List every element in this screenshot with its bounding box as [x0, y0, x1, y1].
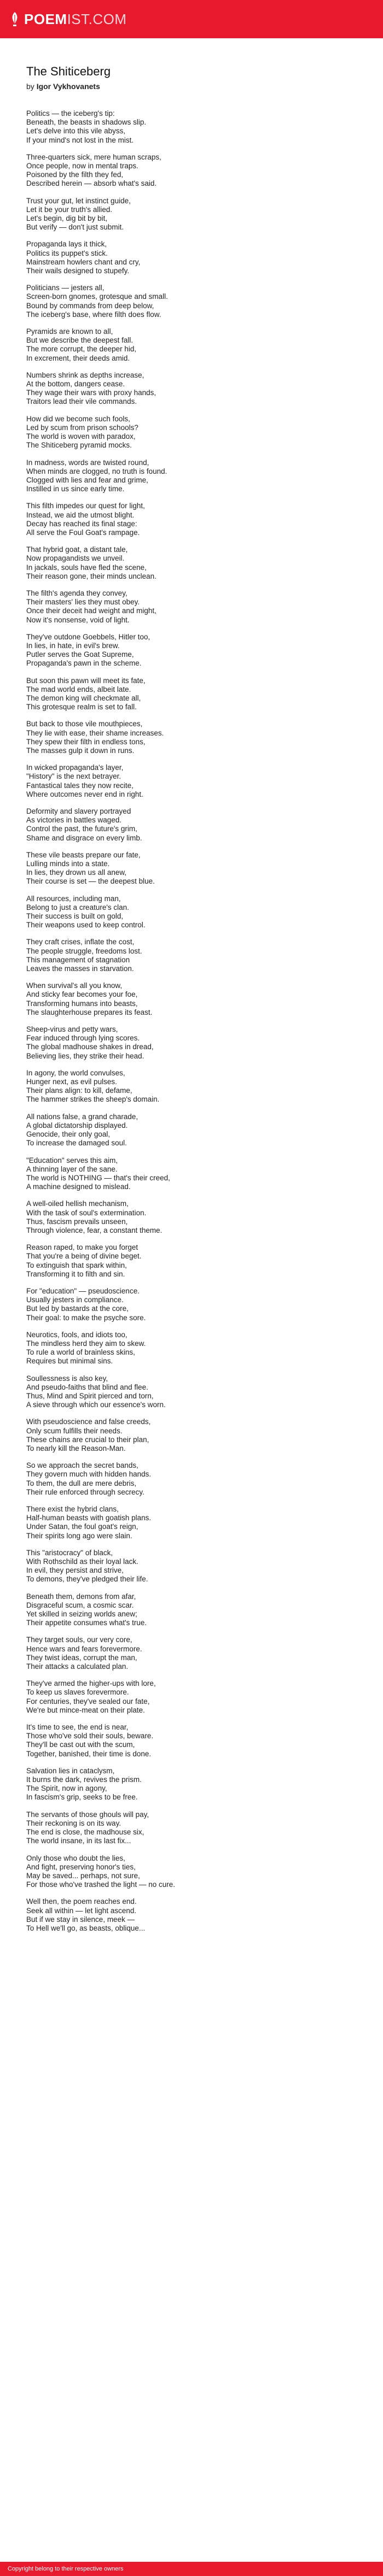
- poem-line: To extinguish that spark within,: [26, 1261, 127, 1269]
- poem-line: Once their deceit had weight and might,: [26, 607, 156, 615]
- poem-content: [0, 38, 383, 1933]
- poem-line: With Rothschild as their loyal lack.: [26, 1557, 138, 1566]
- poem-line: In evil, they persist and strive,: [26, 1566, 124, 1575]
- poem-line: Their success is built on gold,: [26, 912, 124, 921]
- poem-line: Their wails designed to stupefy.: [26, 267, 130, 275]
- stanza: [26, 1025, 357, 1061]
- poem-line: All serve the Foul Goat's rampage.: [26, 528, 140, 537]
- poem-line: Decay has reached its final stage:: [26, 519, 137, 528]
- poem-line: In agony, the world convulses,: [26, 1068, 125, 1077]
- poem-line: They twist ideas, corrupt the man,: [26, 1653, 137, 1662]
- poem-line: Thus, Mind and Spirit pierced and torn,: [26, 1391, 154, 1400]
- poem-line: Instead, we aid the utmost blight.: [26, 510, 135, 519]
- poem-line: But verify — don't just submit.: [26, 223, 124, 232]
- stanza: [26, 981, 357, 1017]
- poem-line: In lies, in hate, in evil's brew.: [26, 641, 120, 650]
- stanza: [26, 240, 357, 275]
- poem-line: Instilled in us since early time.: [26, 485, 125, 493]
- poem-line: And sticky fear becomes your foe,: [26, 990, 138, 999]
- stanza: [26, 1592, 357, 1628]
- poem-line: They craft crises, inflate the cost,: [26, 938, 135, 946]
- stanza: [26, 1461, 357, 1497]
- poem-line: But back to those vile mouthpieces,: [26, 720, 143, 728]
- stanza: [26, 1810, 357, 1846]
- poem-line: Transforming it to filth and sin.: [26, 1269, 125, 1278]
- poem-line: Together, banished, their time is done.: [26, 1749, 152, 1758]
- poem-line: Putler serves the Goat Supreme,: [26, 650, 134, 659]
- stanza: [26, 1636, 357, 1671]
- poem-line: In madness, words are twisted round,: [26, 458, 149, 467]
- poem-line: This filth impedes our quest for light,: [26, 502, 145, 510]
- poem-line: Deformity and slavery portrayed: [26, 807, 131, 815]
- stanza: [26, 1897, 357, 1933]
- stanza: [26, 415, 357, 450]
- poem-line: Only those who doubt the lies,: [26, 1854, 125, 1862]
- poem-line: This grotesque realm is set to fall.: [26, 703, 137, 711]
- poem-line: Led by scum from prison schools?: [26, 423, 138, 432]
- poem-line: Their goal: to make the psyche sore.: [26, 1313, 146, 1322]
- poem-line: In wicked propaganda's layer,: [26, 763, 124, 772]
- stanza: [26, 1418, 357, 1453]
- poem-line: At the bottom, dangers cease.: [26, 380, 125, 389]
- stanza: [26, 589, 357, 625]
- poem-line: In excrement, their deeds amid.: [26, 354, 130, 362]
- site-logo[interactable]: [9, 11, 127, 28]
- poem-line: Mainstream howlers chant and cry,: [26, 257, 141, 266]
- poem-line: Politics — the iceberg's tip:: [26, 109, 115, 117]
- poem-line: In lies, they drown us all anew,: [26, 868, 127, 877]
- poem-line: For those who've trashed the light — no cure.: [26, 1880, 175, 1889]
- stanza: [26, 1505, 357, 1540]
- poem-line: To keep us slaves forevermore.: [26, 1688, 129, 1697]
- poem-line: A well-oiled hellish mechanism,: [26, 1199, 129, 1208]
- poem-line: The masses gulp it down in runs.: [26, 746, 135, 755]
- poem-line: Fear induced through lying scores.: [26, 1034, 140, 1043]
- stanza: [26, 1287, 357, 1322]
- poem-line: So we approach the secret bands,: [26, 1461, 138, 1470]
- poem-line: To nearly kill the Reason-Man.: [26, 1444, 126, 1452]
- poem-line: Leaves the masses in starvation.: [26, 964, 134, 973]
- stanza: [26, 1199, 357, 1235]
- stanza: [26, 284, 357, 319]
- poem-line: They wage their wars with proxy hands,: [26, 389, 156, 397]
- poem-line: Their weapons used to keep control.: [26, 921, 146, 930]
- stanza: [26, 197, 357, 232]
- stanza: [26, 327, 357, 363]
- poem-body: [26, 109, 357, 1933]
- poem-line: With pseudoscience and false creeds,: [26, 1418, 151, 1426]
- poem-line: The mindless herd they aim to skew.: [26, 1339, 146, 1348]
- stanza: [26, 1113, 357, 1148]
- stanza: [26, 938, 357, 973]
- poem-line: That hybrid goat, a distant tale,: [26, 545, 128, 554]
- stanza: [26, 895, 357, 930]
- poem-line: To rule a world of brainless skins,: [26, 1348, 135, 1357]
- poem-line: Usually jesters in compliance.: [26, 1296, 124, 1304]
- poem-line: The world is NOTHING — that's their creed,: [26, 1173, 170, 1182]
- stanza: [26, 1854, 357, 1890]
- poem-line: These vile beasts prepare our fate,: [26, 850, 141, 859]
- poem-line: Under Satan, the foul goat's reign,: [26, 1522, 138, 1531]
- poem-line: Sheep-virus and petty wars,: [26, 1025, 118, 1034]
- poem-line: May be saved... perhaps, not sure,: [26, 1871, 140, 1880]
- poem-line: The iceberg's base, where filth does flow.: [26, 310, 161, 319]
- stanza: [26, 371, 357, 407]
- poem-line: Propaganda lays it thick,: [26, 240, 107, 249]
- poem-line: Let it be your truth's allied.: [26, 205, 113, 214]
- poem-line: Now it's nonsense, void of light.: [26, 615, 130, 624]
- poem-line: For "education" — pseudoscience.: [26, 1286, 140, 1295]
- poem-line: Let's begin, dig bit by bit,: [26, 214, 108, 223]
- stanza: [26, 1374, 357, 1410]
- poem-line: To increase the damaged soul.: [26, 1139, 127, 1148]
- poem-line: Beneath them, demons from afar,: [26, 1592, 136, 1601]
- stanza: [26, 1679, 357, 1715]
- poem-byline: [26, 82, 357, 91]
- stanza: [26, 109, 357, 145]
- poem-line: Through violence, fear, a constant theme.: [26, 1226, 163, 1234]
- poem-line: They'll be cast out with the scum,: [26, 1740, 135, 1749]
- poem-line: Requires but minimal sins.: [26, 1357, 113, 1366]
- poem-line: Screen-born gnomes, grotesque and small.: [26, 292, 168, 301]
- poem-line: Disgraceful scum, a cosmic scar.: [26, 1601, 134, 1609]
- poem-line: And pseudo-faiths that blind and flee.: [26, 1383, 148, 1391]
- poem-line: Half-human beasts with goatish plans.: [26, 1514, 152, 1522]
- poem-line: They've outdone Goebbels, Hitler too,: [26, 632, 150, 641]
- poem-line: Shame and disgrace on every limb.: [26, 833, 142, 842]
- stanza: [26, 1549, 357, 1584]
- poem-line: But we describe the deepest fall.: [26, 336, 134, 345]
- logo-main: POEM: [24, 10, 67, 27]
- poem-line: Their course is set — the deepest blue.: [26, 877, 155, 886]
- poem-line: All resources, including man,: [26, 894, 121, 903]
- logo-text: [24, 11, 127, 28]
- logo-suffix: IST.COM: [67, 10, 127, 27]
- stanza: [26, 1331, 357, 1366]
- poem-line: This "aristocracy" of black,: [26, 1548, 113, 1557]
- poem-line: Genocide, their only goal,: [26, 1130, 111, 1139]
- poem-line: The world is woven with paradox,: [26, 432, 136, 441]
- poem-line: Beneath, the beasts in shadows slip.: [26, 118, 147, 127]
- poem-line: The Spirit, now in agony,: [26, 1784, 107, 1793]
- poem-line: Their masters' lies they must obey.: [26, 598, 140, 607]
- poem-line: They spew their filth in endless tons,: [26, 737, 146, 746]
- poem-line: A global dictatorship displayed.: [26, 1121, 128, 1130]
- poem-line: But led by bastards at the core,: [26, 1304, 129, 1313]
- poem-line: They've armed the higher-ups with lore,: [26, 1679, 156, 1688]
- poem-line: Traitors lead their vile commands.: [26, 397, 137, 406]
- poem-line: But if we stay in silence, meek —: [26, 1915, 135, 1924]
- poem-line: With the task of soul's extermination.: [26, 1208, 147, 1217]
- poem-line: Their rule enforced through secrecy.: [26, 1487, 144, 1496]
- poem-line: And fight, preserving honor's ties,: [26, 1862, 136, 1871]
- stanza: [26, 677, 357, 712]
- poem-line: Those who've sold their souls, beware.: [26, 1732, 154, 1740]
- poem-line: All nations false, a grand charade,: [26, 1112, 138, 1121]
- poem-line: Yet skilled in seizing worlds anew;: [26, 1610, 137, 1619]
- stanza: [26, 763, 357, 799]
- poem-line: To demons, they've pledged their life.: [26, 1575, 148, 1584]
- poem-line: A thinning layer of the sane.: [26, 1165, 118, 1173]
- poem-line: The people struggle, freedoms lost.: [26, 946, 142, 955]
- poem-line: Their appetite consumes what's true.: [26, 1619, 147, 1627]
- quill-pen-icon: [9, 11, 21, 27]
- poem-line: Poisoned by the filth they fed,: [26, 170, 124, 179]
- poem-line: They lie with ease, their shame increases.: [26, 728, 164, 737]
- stanza: [26, 545, 357, 581]
- poem-line: Belong to just a creature's clan.: [26, 903, 129, 911]
- stanza: [26, 851, 357, 886]
- poem-line: For centuries, they've sealed our fate,: [26, 1697, 150, 1705]
- poem-line: A machine designed to mislead.: [26, 1183, 131, 1191]
- poem-line: We're but mince-meat on their plate.: [26, 1705, 145, 1714]
- poem-line: To them, the dull are mere debris,: [26, 1479, 137, 1487]
- stanza: [26, 720, 357, 755]
- stanza: [26, 633, 357, 668]
- poem-line: Their plans align: to kill, defame,: [26, 1086, 132, 1095]
- poem-line: Now propagandists we unveil.: [26, 554, 125, 563]
- stanza: [26, 1069, 357, 1104]
- poem-line: It burns the dark, revives the prism.: [26, 1775, 142, 1784]
- poem-line: Control the past, the future's grim,: [26, 825, 137, 833]
- stanza: [26, 502, 357, 537]
- stanza: [26, 1243, 357, 1279]
- poem-line: The slaughterhouse prepares its feast.: [26, 1008, 153, 1016]
- stanza: [26, 153, 357, 189]
- author-link[interactable]: Igor Vykhovanets: [36, 82, 100, 91]
- poem-line: Once people, now in mental traps.: [26, 162, 138, 170]
- poem-line: Only scum fulfills their needs.: [26, 1426, 123, 1435]
- poem-line: When minds are clogged, no truth is found.: [26, 467, 167, 475]
- poem-line: The more corrupt, the deeper hid,: [26, 345, 137, 354]
- poem-line: Fantastical tales they now recite,: [26, 781, 134, 790]
- poem-line: Hence wars and fears forevermore.: [26, 1644, 142, 1653]
- poem-line: Hunger next, as evil pulses.: [26, 1078, 117, 1086]
- poem-line: They target souls, our very core,: [26, 1636, 132, 1644]
- poem-line: In jackals, souls have fled the scene,: [26, 563, 147, 572]
- poem-line: Seek all within — let light ascend.: [26, 1906, 137, 1915]
- poem-line: Their spirits long ago were slain.: [26, 1531, 132, 1540]
- poem-line: It's time to see, the end is near,: [26, 1723, 129, 1732]
- poem-line: Bound by commands from deep below,: [26, 301, 154, 310]
- poem-line: In fascism's grip, seeks to be free.: [26, 1793, 138, 1802]
- poem-line: Numbers shrink as depths increase,: [26, 370, 144, 379]
- by-label: by: [26, 82, 34, 91]
- site-footer: [0, 2562, 383, 2576]
- poem-line: Their attacks a calculated plan.: [26, 1662, 129, 1671]
- poem-line: Where outcomes never end in right.: [26, 790, 143, 798]
- poem-line: But soon this pawn will meet its fate,: [26, 676, 146, 685]
- poem-line: Believing lies, they strike their head.: [26, 1051, 144, 1060]
- poem-line: Described herein — absorb what's said.: [26, 179, 157, 188]
- poem-line: Reason raped, to make you forget: [26, 1243, 138, 1252]
- stanza: [26, 458, 357, 494]
- poem-line: Soullessness is also key,: [26, 1374, 108, 1383]
- poem-line: As victories in battles waged.: [26, 816, 122, 825]
- poem-line: The mad world ends, albeit late.: [26, 685, 131, 693]
- poem-line: Politics its puppet's stick.: [26, 249, 108, 257]
- poem-line: Clogged with lies and fear and grime,: [26, 475, 148, 484]
- poem-line: Well then, the poem reaches end.: [26, 1897, 137, 1906]
- poem-line: Neurotics, fools, and idiots too,: [26, 1330, 127, 1339]
- poem-line: Their reckoning is on its way.: [26, 1819, 121, 1827]
- poem-line: This management of stagnation: [26, 955, 130, 964]
- poem-line: The global madhouse shakes in dread,: [26, 1043, 154, 1051]
- poem-line: The Shiticeberg pyramid mocks.: [26, 441, 132, 450]
- poem-line: There exist the hybrid clans,: [26, 1505, 119, 1513]
- poem-line: Pyramids are known to all,: [26, 327, 113, 336]
- poem-line: Let's delve into this vile abyss,: [26, 127, 126, 136]
- poem-title: The Shiticeberg: [26, 64, 111, 78]
- poem-line: The world insane, in its last fix...: [26, 1837, 131, 1845]
- poem-line: Their reason gone, their minds unclean.: [26, 572, 156, 580]
- poem-line: These chains are crucial to their plan,: [26, 1435, 149, 1444]
- poem-line: Thus, fascism prevails unseen,: [26, 1217, 128, 1226]
- poem-line: When survival's all you know,: [26, 981, 123, 990]
- poem-line: Lulling minds into a state.: [26, 860, 110, 868]
- poem-line: The demon king will checkmate all,: [26, 693, 141, 702]
- stanza: [26, 1723, 357, 1758]
- poem-line: "History" is the next betrayer.: [26, 772, 121, 781]
- poem-line: If your mind's not lost in the mist.: [26, 136, 134, 144]
- poem-line: To Hell we'll go, as beasts, oblique...: [26, 1924, 146, 1932]
- stanza: [26, 1156, 357, 1192]
- poem-line: The hammer strikes the sheep's domain.: [26, 1095, 160, 1104]
- poem-line: The filth's agenda they convey,: [26, 589, 127, 597]
- poem-line: The end is close, the madhouse six,: [26, 1828, 144, 1837]
- poem-line: Salvation lies in cataclysm,: [26, 1766, 115, 1775]
- poem-line: Propaganda's pawn in the scheme.: [26, 659, 142, 668]
- poem-line: That you're a being of divine beget.: [26, 1252, 142, 1261]
- poem-line: A sieve through which our essence's worn.: [26, 1401, 166, 1409]
- poem-line: Three-quarters sick, mere human scraps,: [26, 152, 161, 161]
- poem-line: How did we become such fools,: [26, 414, 130, 423]
- poem-line: Transforming humans into beasts,: [26, 999, 138, 1008]
- poem-line: "Education" serves this aim,: [26, 1156, 118, 1165]
- poem-line: The servants of those ghouls will pay,: [26, 1810, 149, 1819]
- poem-line: Politicians — jesters all,: [26, 284, 105, 292]
- site-header: [0, 0, 383, 38]
- copyright-text: Copyright belong to their respective owners: [8, 2566, 124, 2572]
- poem-line: They govern much with hidden hands.: [26, 1470, 152, 1479]
- poem-line: Trust your gut, let instinct guide,: [26, 196, 131, 205]
- stanza: [26, 807, 357, 843]
- stanza: [26, 1767, 357, 1802]
